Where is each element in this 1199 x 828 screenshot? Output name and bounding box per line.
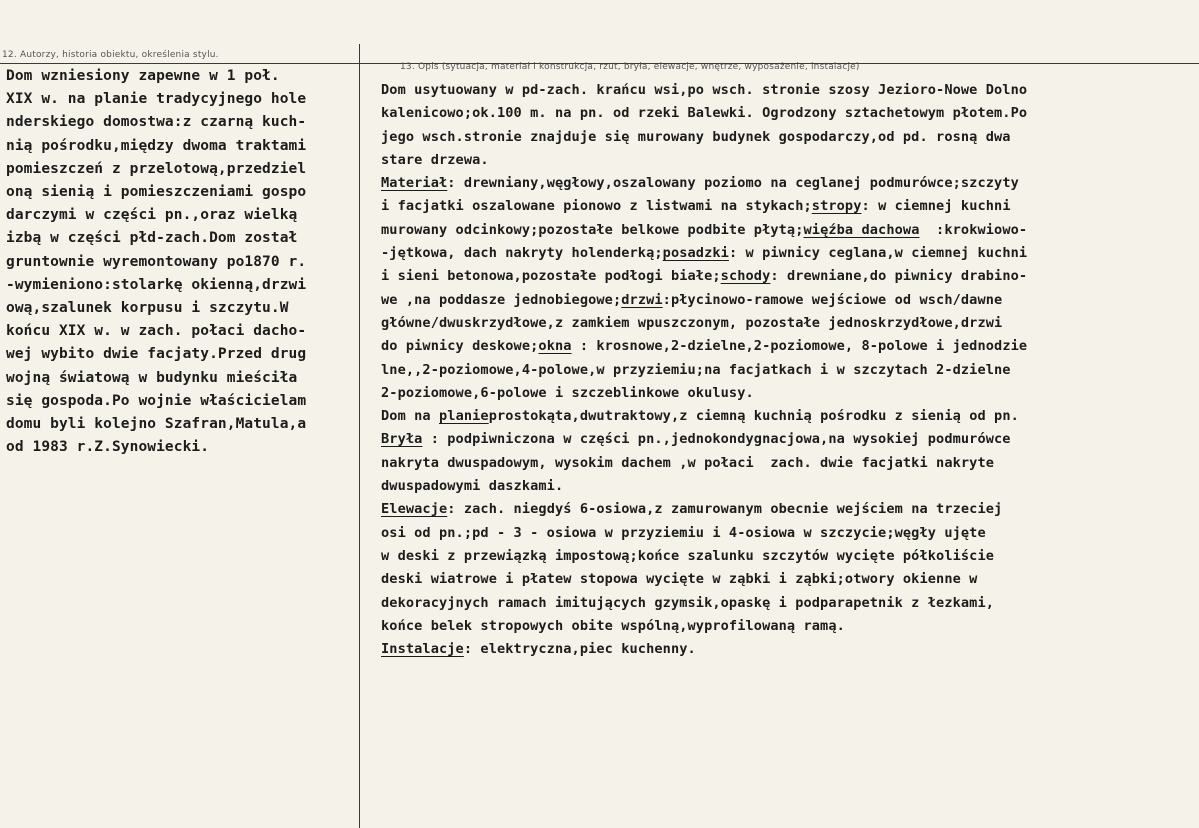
description-line [381, 475, 1027, 498]
line-text: Dom na [381, 408, 439, 425]
description-line [381, 242, 1027, 265]
line-text: : krosnowe,2-dzielne,2-poziomowe, 8-polowe i jednodzie [571, 338, 1028, 355]
line-text: do piwnicy deskowe; [381, 338, 539, 355]
description-line [381, 452, 1027, 475]
history-line: wej wybito dwie facjaty.Przed drug [6, 346, 307, 363]
description-line [381, 568, 1027, 591]
history-line: od 1983 r.Z.Synowiecki. [6, 439, 210, 456]
section-heading: Materiał [381, 175, 448, 192]
description-line [381, 359, 1027, 382]
description-line [381, 102, 1027, 125]
history-line: XIX w. na planie tradycyjnego hole [6, 91, 307, 108]
line-text: 2-poziomowe,6-polowe i szczeblinkowe okulusy. [381, 384, 754, 401]
history-line: ową,szalunek korpusu i szczytu.W [6, 300, 289, 317]
line-text: deski wiatrowe i płatew stopowa wycięte w ząbki i ząbki;otwory okienne w [381, 571, 978, 588]
history-line: Dom wzniesiony zapewne w 1 poł. [6, 68, 280, 84]
line-text: końce belek stropowych obite wspólną,wyprofilowaną ramą. [381, 617, 845, 634]
description-text [381, 79, 1027, 661]
line-text: : elektryczna,piec kuchenny. [463, 641, 696, 658]
line-text: : w piwnicy ceglana,w ciemnej kuchni [728, 245, 1028, 262]
description-line [381, 545, 1027, 568]
description-line [381, 79, 1027, 102]
line-text: dekoracyjnych ramach imitujących gzymsik,opaskę i podparapetnik z łezkami, [381, 594, 995, 611]
history-line: darczymi w części pn.,oraz wielką [6, 207, 298, 224]
line-text: główne/dwuskrzydłowe,z zamkiem wpuszczonym, pozostałe jednoskrzydłowe,drzwi [381, 314, 1003, 331]
line-text: w deski z przewiązką impostową;końce szalunku szczytów wycięte półkoliście [381, 547, 995, 564]
line-text: :płycinowo-ramowe wejściowe od wsch/dawne [662, 291, 1003, 308]
history-line: końcu XIX w. w zach. połaci dacho- [6, 323, 307, 340]
line-text: Dom usytuowany w pd-zach. krańcu wsi,po wsch. stronie szosy Jezioro-Nowe Dolno [381, 82, 1028, 98]
column-divider [359, 44, 360, 828]
line-text: prostokąta,dwutraktowy,z ciemną kuchnią pośrodku z sienią od pn. [488, 408, 1019, 425]
line-text: :krokwiowo- [919, 221, 1028, 238]
line-text: nakryta dwuspadowym, wysokim dachem ,w połaci zach. dwie facjatki nakryte [381, 454, 995, 471]
history-line: wojną światową w budynku mieściła [6, 369, 298, 386]
line-text: jego wsch.stronie znajduje się murowany budynek gospodarczy,od pd. rosną dwa [381, 128, 1011, 145]
field-13-label: 13. Opis (sytuacja, materiał i konstrukcja, rzut, bryła, elewacje, wnętrze, wyposażenie, instalacje) [400, 62, 860, 72]
line-text: -jętkowa, dach nakryty holenderką; [381, 245, 663, 262]
history-line: gruntownie wyremontowany po1870 r. [6, 253, 307, 270]
description-line [381, 522, 1027, 545]
description-line [381, 126, 1027, 149]
line-text: i sieni betonowa,pozostałe podłogi białe; [381, 268, 721, 285]
history-line: oną sienią i pomieszczeniami gospo [6, 184, 307, 201]
section-heading: schody [720, 268, 771, 285]
description-line [381, 335, 1027, 358]
history-line: nią pośrodku,między dwoma traktami [6, 137, 307, 154]
line-text: stare drzewa. [381, 151, 489, 168]
description-line [381, 219, 1027, 242]
line-text: osi od pn.;pd - 3 - osiowa w przyziemiu i 4-osiowa w szczycie;węgły ujęte [381, 524, 986, 541]
history-line: -wymieniono:stolarkę okienną,drzwi [6, 276, 307, 293]
description-line [381, 172, 1027, 195]
section-heading: więźba dachowa [803, 221, 920, 238]
field-12-label: 12. Autorzy, historia obiektu, określenia stylu. [2, 50, 219, 60]
description-line [381, 405, 1027, 428]
description-line [381, 498, 1027, 521]
description-line [381, 615, 1027, 638]
description-line [381, 638, 1027, 661]
section-heading: Instalacje [381, 641, 464, 658]
description-line [381, 592, 1027, 615]
section-heading: posadzki [662, 245, 729, 262]
line-text: i facjatki oszalowane pionowo z listwami na stykach; [381, 198, 812, 215]
description-line [381, 289, 1027, 312]
history-line: pomieszczeń z przelotową,przedziel [6, 160, 307, 177]
line-text: : zach. niegdyś 6-osiowa,z zamurowanym obecnie wejściem na trzeciej [447, 501, 1003, 518]
line-text: : podpiwniczona w części pn.,jednokondygnacjowa,na wysokiej podmurówce [422, 431, 1011, 448]
history-line: izbą w części płd-zach.Dom został [6, 230, 298, 247]
line-text: we ,na poddasze jednobiegowe; [381, 291, 622, 308]
description-line [381, 195, 1027, 218]
description-line [381, 149, 1027, 172]
line-text: : w ciemnej kuchni [861, 198, 1011, 215]
description-line [381, 312, 1027, 335]
section-heading: planie [439, 408, 489, 425]
line-text: dwuspadowymi daszkami. [381, 478, 564, 495]
section-heading: stropy [811, 198, 862, 215]
section-heading: okna [538, 338, 572, 355]
line-text: kalenicowo;ok.100 m. na pn. od rzeki Balewki. Ogrodzony sztachetowym płotem.Po [381, 105, 1028, 122]
history-line: domu byli kolejno Szafran,Matula,a [6, 416, 307, 433]
line-text: lne,,2-poziomowe,4-polowe,w przyziemiu;na facjatkach i w szczytach 2-dzielne [381, 361, 1011, 378]
section-heading: Bryła [381, 431, 423, 448]
section-heading: Elewacje [381, 501, 448, 518]
description-line [381, 265, 1027, 288]
history-text [6, 65, 306, 459]
description-line [381, 428, 1027, 451]
history-line: nderskiego domostwa:z czarną kuch- [6, 114, 307, 131]
line-text: : drewniane,do piwnicy drabino- [770, 268, 1028, 285]
description-line [381, 382, 1027, 405]
line-text: murowany odcinkowy;pozostałe belkowe podbite płytą; [381, 221, 804, 238]
section-heading: drzwi [621, 291, 663, 308]
line-text: : drewniany,węgłowy,oszalowany poziomo na ceglanej podmurówce;szczyty [447, 175, 1019, 192]
history-line: się gospoda.Po wojnie właścicielam [6, 392, 307, 409]
